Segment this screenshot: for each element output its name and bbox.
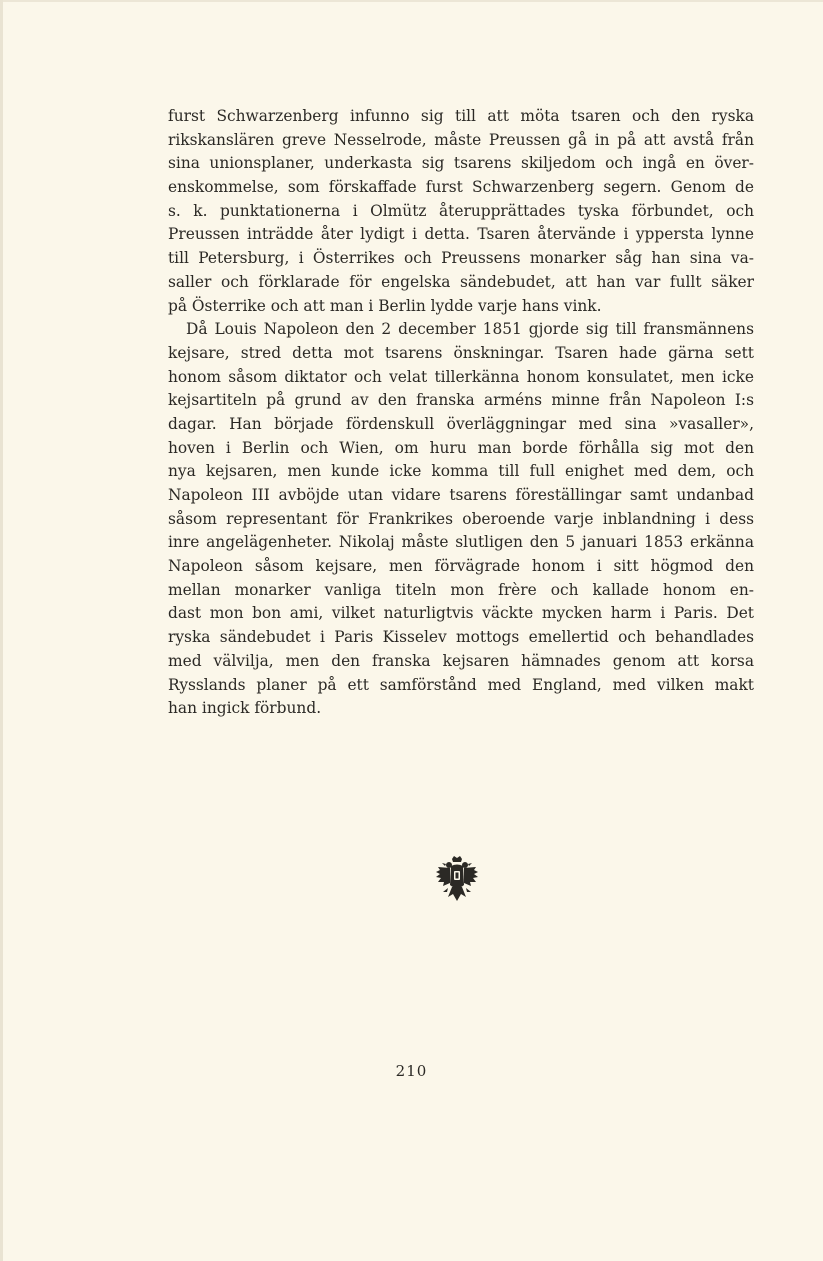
- text-line: nya kejsaren, men kunde icke komma till full enighet med dem, och: [168, 462, 754, 481]
- text-line: Rysslands planer på ett samförstånd med England, med vilken makt: [168, 675, 754, 694]
- text-line: med välvilja, men den franska kejsaren hämnades genom att korsa: [168, 651, 754, 670]
- text-line: han ingick förbund.: [168, 699, 322, 718]
- body-text: [168, 105, 754, 721]
- text-line: honom såsom diktator och velat tillerkänna honom konsulatet, men icke: [168, 367, 754, 386]
- text-line: saller och förklarade för engelska sändebudet, att han var fullt säker: [168, 272, 754, 291]
- page-number: 210: [395, 1062, 428, 1080]
- text-line: på Österrike och att man i Berlin lydde varje hans vink.: [168, 296, 602, 315]
- text-line: sina unionsplaner, underkasta sig tsarens skiljedom och ingå en över-: [168, 154, 754, 173]
- text-line: s. k. punktationerna i Olmütz återupprättades tyska förbundet, och: [168, 201, 754, 220]
- double-headed-eagle-icon: [434, 855, 480, 903]
- text-line: rikskanslären greve Nesselrode, måste Preussen gå in på att avstå från: [168, 130, 754, 149]
- text-line: mellan monarker vanliga titeln mon frère och kallade honom en-: [168, 580, 754, 599]
- text-line: Napoleon III avböjde utan vidare tsarens föreställingar samt undanbad: [168, 486, 754, 504]
- text-line: till Petersburg, i Österrikes och Preussens monarker såg han sina va-: [168, 249, 754, 268]
- text-line: dagar. Han började fördenskull överläggningar med sina »vasaller»,: [168, 414, 754, 433]
- text-line: inre angelägenheter. Nikolaj måste slutligen den 5 januari 1853 erkänna: [168, 533, 754, 552]
- text-line: hoven i Berlin och Wien, om huru man borde förhålla sig mot den: [168, 438, 754, 457]
- text-line: såsom representant för Frankrikes oberoende varje inblandning i dess: [168, 509, 754, 528]
- text-line: Napoleon såsom kejsare, men förvägrade honom i sitt högmod den: [168, 557, 754, 576]
- text-line: furst Schwarzenberg infunno sig till att möta tsaren och den ryska: [168, 107, 754, 125]
- text-line: Då Louis Napoleon den 2 december 1851 gjorde sig till fransmännens: [186, 320, 754, 339]
- text-line: Preussen inträdde åter lydigt i detta. Tsaren återvände i yppersta lynne: [168, 225, 754, 244]
- text-line: enskommelse, som förskaffade furst Schwarzenberg segern. Genom de: [168, 178, 754, 197]
- text-line: dast mon bon ami, vilket naturligtvis väckte mycken harm i Paris. Det: [168, 604, 754, 623]
- text-line: ryska sändebudet i Paris Kisselev mottogs emellertid och behandlades: [168, 628, 754, 647]
- text-line: kejsartiteln på grund av den franska arméns minne från Napoleon I:s: [168, 391, 754, 410]
- text-line: kejsare, stred detta mot tsarens önskningar. Tsaren hade gärna sett: [168, 343, 754, 362]
